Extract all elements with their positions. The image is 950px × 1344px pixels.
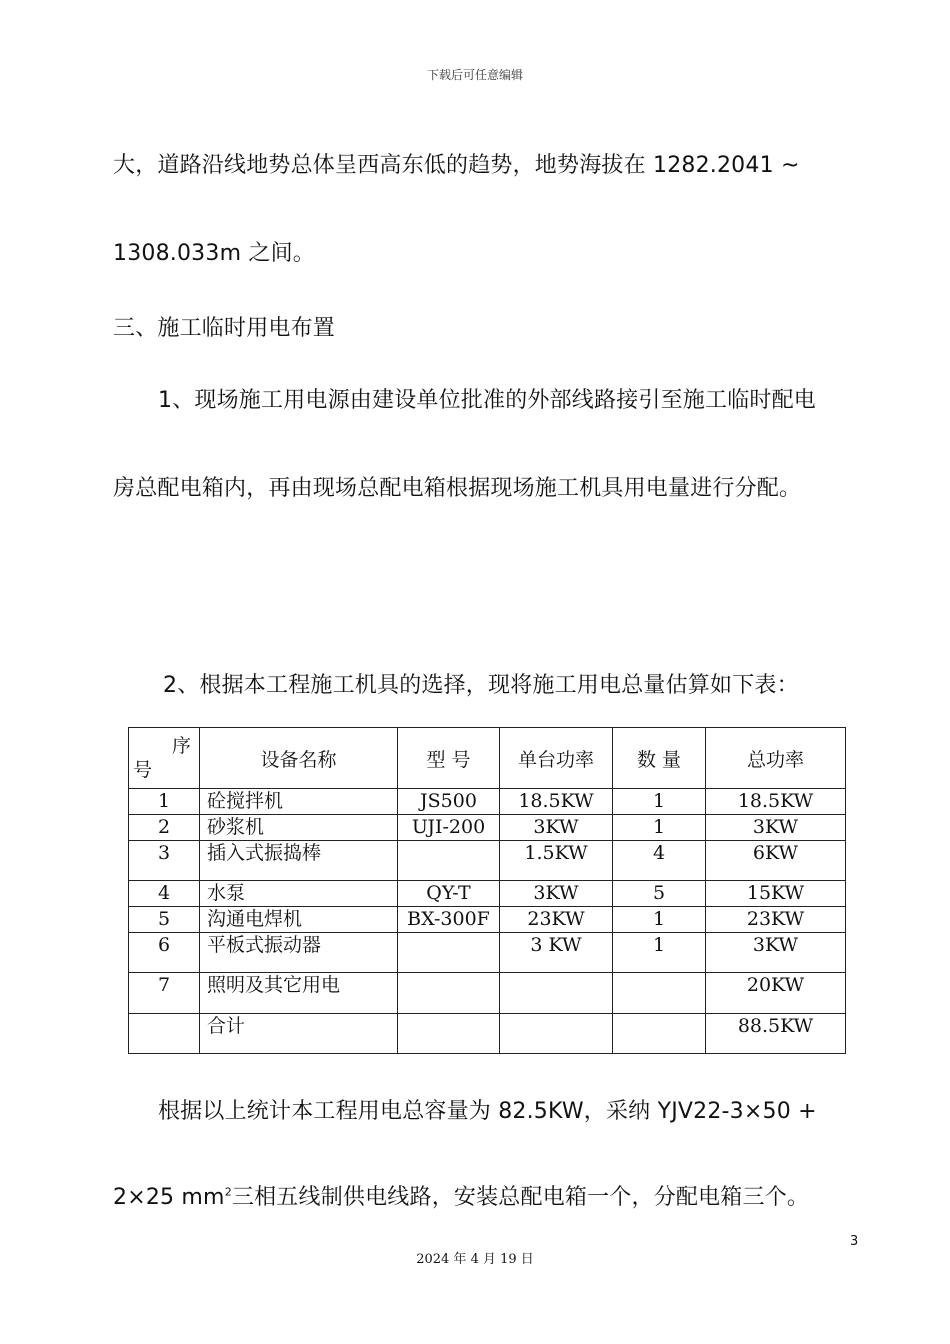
page-footer-date: 2024 年 4 月 19 日 bbox=[416, 1252, 534, 1267]
summary-line-1: 根据以上统计本工程用电总容量为 82.5KW，采纳 YJV22-3×50 + bbox=[158, 1099, 817, 1124]
paragraph-2: 2、根据本工程施工机具的选择，现将施工用电总量估算如下表： bbox=[163, 673, 799, 698]
cell-unit-power: 18.5KW bbox=[500, 789, 613, 815]
cell-total: 3KW bbox=[706, 933, 846, 973]
cell-name: 合计 bbox=[200, 1014, 398, 1054]
table-row bbox=[129, 907, 846, 933]
unit-superscript: 2 bbox=[224, 1185, 232, 1199]
cell-qty bbox=[613, 973, 706, 1014]
cell-seq: 6 bbox=[129, 933, 200, 973]
cell-qty: 1 bbox=[613, 933, 706, 973]
col-header-seq-top: 序 bbox=[171, 735, 191, 757]
cell-name: 水泵 bbox=[200, 881, 398, 907]
table-row bbox=[129, 789, 846, 815]
cell-seq: 2 bbox=[129, 815, 200, 841]
cell-qty: 4 bbox=[613, 841, 706, 881]
table-header-row bbox=[129, 728, 846, 789]
table-row bbox=[129, 841, 846, 881]
cell-name: 插入式振捣棒 bbox=[200, 841, 398, 881]
cell-model: UJI-200 bbox=[398, 815, 500, 841]
cell-model: BX-300F bbox=[398, 907, 500, 933]
table-row bbox=[129, 881, 846, 907]
section-heading: 三、施工临时用电布置 bbox=[113, 316, 336, 341]
cell-name: 沟通电焊机 bbox=[200, 907, 398, 933]
cell-model: JS500 bbox=[398, 789, 500, 815]
cell-model bbox=[398, 973, 500, 1014]
cell-name: 砼搅拌机 bbox=[200, 789, 398, 815]
body-line-2: 1308.033m 之间。 bbox=[113, 241, 315, 266]
cell-unit-power bbox=[500, 973, 613, 1014]
table-row bbox=[129, 815, 846, 841]
col-header-unit-power: 单台功率 bbox=[500, 728, 613, 789]
cell-seq: 1 bbox=[129, 789, 200, 815]
cell-unit-power: 1.5KW bbox=[500, 841, 613, 881]
cell-total: 15KW bbox=[706, 881, 846, 907]
cell-seq: 5 bbox=[129, 907, 200, 933]
equipment-power-table bbox=[128, 727, 846, 1054]
cell-qty: 5 bbox=[613, 881, 706, 907]
cell-qty: 1 bbox=[613, 907, 706, 933]
cell-unit-power: 3KW bbox=[500, 881, 613, 907]
col-header-qty: 数 量 bbox=[613, 728, 706, 789]
table-total-row bbox=[129, 1014, 846, 1054]
table-row bbox=[129, 973, 846, 1014]
col-header-total: 总功率 bbox=[706, 728, 846, 789]
cell-model bbox=[398, 933, 500, 973]
cell-total: 6KW bbox=[706, 841, 846, 881]
cell-total: 88.5KW bbox=[706, 1014, 846, 1054]
col-header-seq-bottom: 号 bbox=[133, 759, 153, 781]
cell-total: 23KW bbox=[706, 907, 846, 933]
col-header-name: 设备名称 bbox=[200, 728, 398, 789]
cell-model: QY-T bbox=[398, 881, 500, 907]
cell-unit-power: 3KW bbox=[500, 815, 613, 841]
table-row bbox=[129, 933, 846, 973]
cell-total: 3KW bbox=[706, 815, 846, 841]
cell-seq: 4 bbox=[129, 881, 200, 907]
cell-unit-power: 3 KW bbox=[500, 933, 613, 973]
cell-model bbox=[398, 1014, 500, 1054]
col-header-model: 型 号 bbox=[398, 728, 500, 789]
cell-qty bbox=[613, 1014, 706, 1054]
body-line-1: 大，道路沿线地势总体呈西高东低的趋势，地势海拔在 1282.2041 ~ bbox=[113, 153, 800, 178]
cell-seq: 3 bbox=[129, 841, 200, 881]
summary-line-2-end: 三相五线制供电线路，安装总配电箱一个，分配电箱三个。 bbox=[231, 1185, 810, 1210]
cell-model bbox=[398, 841, 500, 881]
page-number: 3 bbox=[850, 1234, 859, 1249]
cell-unit-power: 23KW bbox=[500, 907, 613, 933]
paragraph-1-line-1: 1、现场施工用电源由建设单位批准的外部线路接引至施工临时配电 bbox=[158, 388, 816, 413]
cell-seq: 7 bbox=[129, 973, 200, 1014]
cell-name: 照明及其它用电 bbox=[200, 973, 398, 1014]
cell-seq bbox=[129, 1014, 200, 1054]
summary-line-2-start: 2×25 mm bbox=[113, 1185, 225, 1210]
col-header-seq bbox=[129, 728, 200, 789]
cell-qty: 1 bbox=[613, 815, 706, 841]
cell-total: 20KW bbox=[706, 973, 846, 1014]
paragraph-1-line-2: 房总配电箱内，再由现场总配电箱根据现场施工机具用电量进行分配。 bbox=[113, 476, 802, 501]
cell-total: 18.5KW bbox=[706, 789, 846, 815]
page-header: 下载后可任意编辑 bbox=[426, 68, 523, 82]
cell-name: 砂浆机 bbox=[200, 815, 398, 841]
cell-unit-power bbox=[500, 1014, 613, 1054]
cell-qty: 1 bbox=[613, 789, 706, 815]
cell-name: 平板式振动器 bbox=[200, 933, 398, 973]
summary-line-2 bbox=[113, 1180, 809, 1211]
